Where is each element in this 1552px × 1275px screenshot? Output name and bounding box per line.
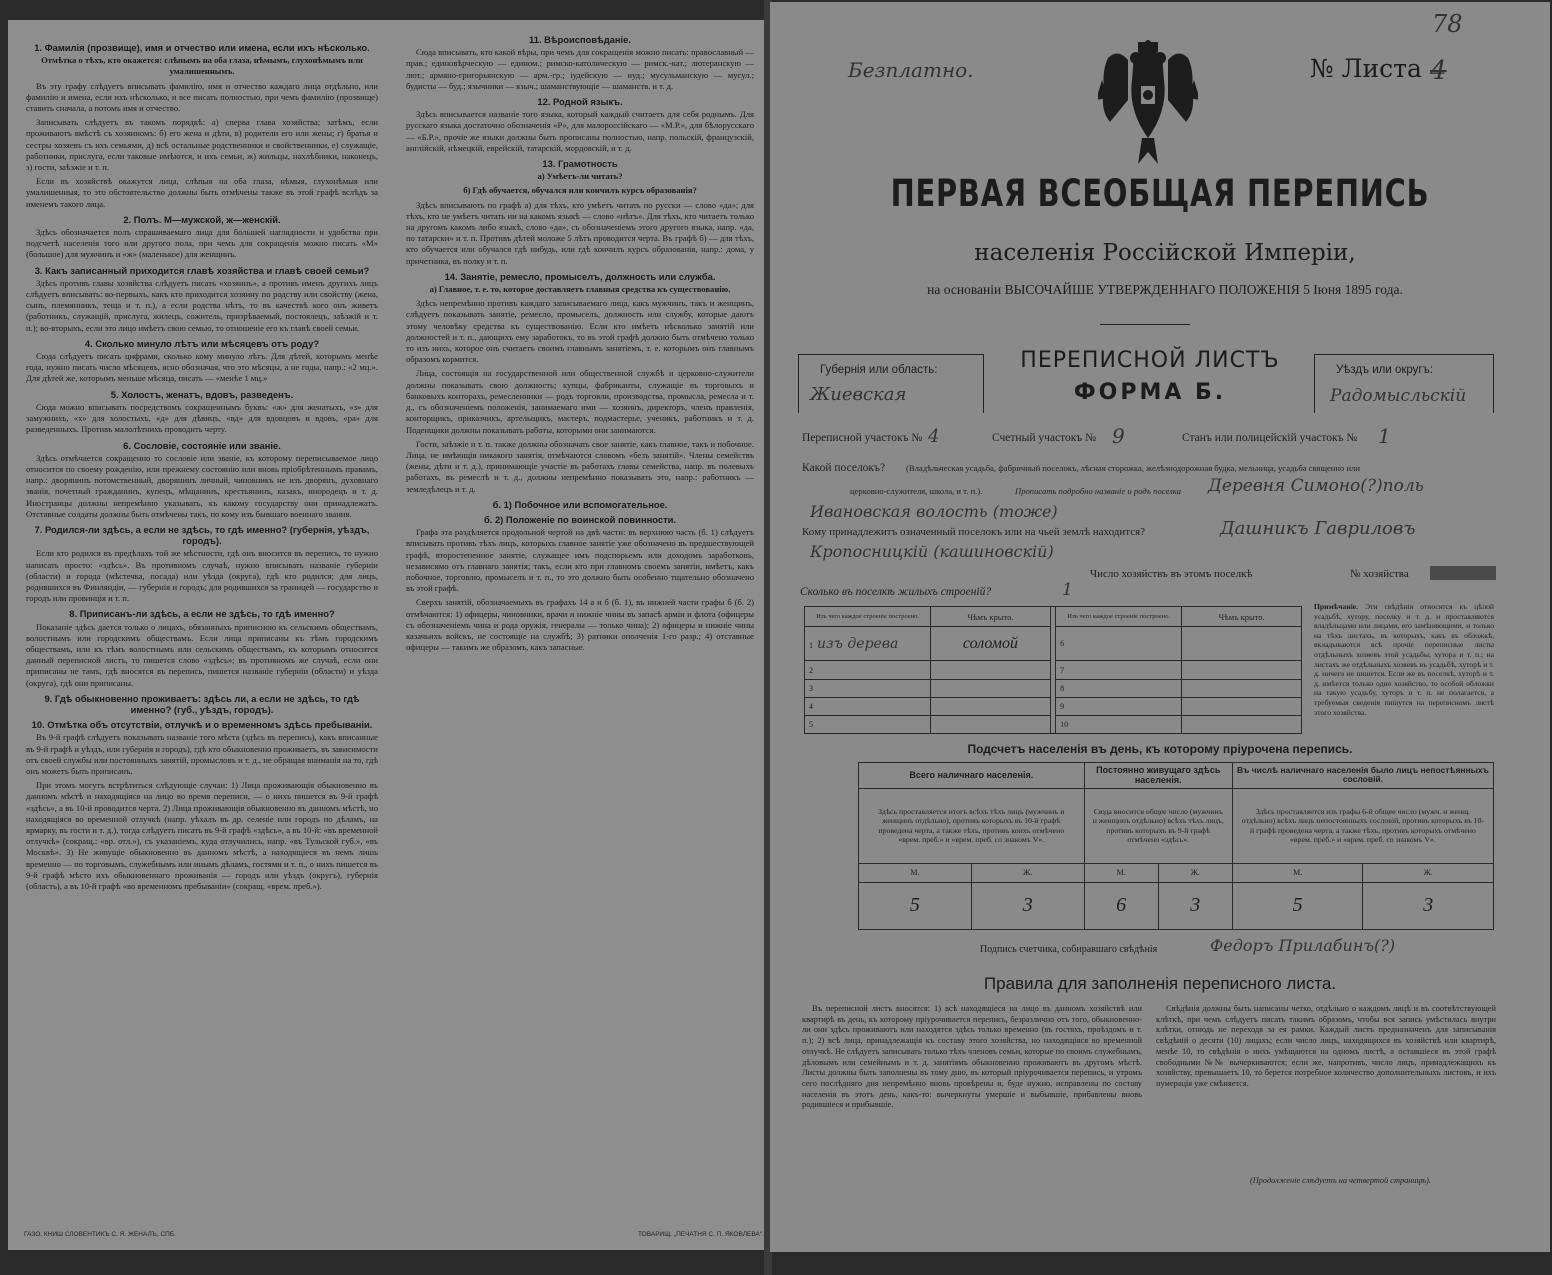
census-subtitle: населенія Россійской Имперіи,	[974, 240, 1356, 266]
instruction-paragraph: Здѣсь отмѣчается сокращенно то сословіе или званіе, къ которому переписываемое лицо относится по своему рожденію, или прежнему состоянію или вновь пріобрѣтеннымъ правамъ, напр.: дворянинъ потомственный, дворянинъ личный, чиновникъ не изъ дворянъ, духовнаго званія, почетный гражданинъ, купецъ, мѣщанинъ, крестьянинъ, казакъ, инородецъ и т. д. Иностранцы должны непремѣнно указывать, къ какому государству они принадлежатъ. Отставные солдаты должны быть отмѣчены такъ, по кому изъ бывшаго военнаго звания.	[26, 452, 378, 519]
right-page	[770, 2, 1550, 1252]
building-row-1-material: изъ дерева	[817, 635, 899, 652]
rules-continued-note: (Продолженіе слѣдуетъ на четвертой страницѣ).	[1250, 1176, 1432, 1185]
gubernia-value: Жиевская	[810, 384, 907, 405]
uezd-label: Уѣздъ или округъ:	[1336, 364, 1433, 376]
buildings-value: 1	[1062, 580, 1073, 600]
instruction-paragraph: Сюда вписывать, кто какой вѣры, при чемъ для сокращенія можно писать: православный — прав.; единовѣрческую — едином.; римско-католическую — римск.-кат.; лютеранскую — лют.; армяно-григорьянскую — арм.-гр.; іудейскую — иуд.; мусульманскую — мусул.; будисты — буд.; язычники — языч.; шаманствующіе — шаманств. и т. д.	[406, 47, 754, 91]
poselok-hint-3: Прописать подробно названіе и родъ поселка	[1015, 486, 1181, 496]
building-row: 7	[1056, 661, 1182, 679]
instruction-paragraph: Сюда можно вписывать посредствомъ сокращеннымъ буквъ: «ж» для женатыхъ, «з» для замужнихъ, «х» для холостыхъ, «д» для дѣвицъ, «вд» для вдовцовъ и вдовъ, «ра» для разведенныхъ. Противъ малолѣтнихъ проводить черту.	[26, 401, 378, 435]
instruction-paragraph: Записывать слѣдуетъ въ такомъ порядкѣ: а) сперва глава хозяйства; затѣмъ, если проживаютъ вмѣстѣ съ хозяиномъ: б) его жена и дѣти, в) родители его или жены; г) братья и сестры хозяевъ съ ихъ семьями, д) всѣ остальные родственники и свойственники, е) служащіе, работники, прислуга, если таковые имѣются, и ихъ семьи, ж) жильцы, нахлѣбники, наконецъ, з) гости, заѣзжіе и т. п.	[26, 117, 378, 173]
printer-imprint-right: ТОВАРИЩ. „ПЕЧАТНЯ С. П. ЯКОВЛЕВА“.	[638, 1231, 764, 1238]
instruction-heading: 10. Отмѣтка объ отсутствіи, отлучкѣ и о временномъ здѣсь пребываніи.	[31, 719, 373, 731]
instruction-paragraph: Сюда слѣдуетъ писать цифрами, сколько кому минуло лѣтъ. Для дѣтей, которымъ менѣе года, нужно писать число мѣсяцевъ, ясно обозначая, что это мѣсяцы, а не годы, напр.: «2 мц.». Для дѣтей же, которымъ меньше мѣсяца, писать — «менѣе 1 мц.»	[26, 351, 378, 384]
instruction-paragraph: Показаніе здѣсь дается только о лицахъ, обязанныхъ приписною къ сельскимъ обществамъ, волостнымъ или городскимъ обществамъ. Если лица приписаны къ тѣмъ городскимъ обществамъ, или къ тѣмъ волостнымъ или сельскимъ обществамъ, къ которымъ относится данный переписной листъ, то пишется слово «здѣсь»; въ противномъ же случаѣ, если они приписаны не тамъ, гдѣ вносятся въ перепись, пишется названіе губерніи (области) и уѣзда (округа), гдѣ они приписаны.	[26, 621, 378, 688]
gubernia-label: Губернія или область:	[820, 364, 938, 376]
poselok-value-1: Деревня Симоно(?)поль	[1208, 476, 1424, 496]
count-nonresident-f: 3	[1363, 882, 1494, 929]
owner-value-2: Кропосницкій (кашиновскій)	[810, 542, 1054, 561]
instruction-paragraph: Здѣсь непремѣнно противъ каждаго записываемаго лица, какъ мужчинъ, такъ и женщинъ, слѣдуетъ показывать занятіе, ремесло, промыселъ, должность или службу, которые даютъ этому человѣку средства къ существованію. Если кто имѣетъ нѣсколько занятій или должностей и т. п., дающихъ ему заработокъ, то въ этой графѣ должно быть отмѣчено только то изъ нихъ, которое онъ считаетъ своимъ главнымъ занятіемъ, т. е. которымъ онъ главнымъ образомъ кормится.	[406, 298, 754, 365]
instruction-subheading: а) Умѣетъ-ли читать?	[537, 171, 623, 182]
signature-label: Подпись счетчика, собиравшаго свѣдѣнія	[980, 944, 1158, 955]
building-row: 9	[1056, 697, 1182, 715]
stan-label: Станъ или полицейскій участокъ №	[1182, 432, 1358, 444]
instruction-subheading: б) Гдѣ обучается, обучался или кончилъ курсъ образованія?	[463, 185, 697, 196]
buildings-note	[1314, 602, 1494, 717]
instruction-heading: 1. Фамилія (прозвище), имя и отчество или имена, если ихъ нѣсколько.	[34, 42, 370, 53]
rules-text-right: Свѣдѣнія должны быть написаны четко, отдѣльно о каждомъ лицѣ и въ соотвѣтствующей клѣткѣ, при чемъ слѣдуетъ писать такимъ образомъ, чтобы вся запись умѣстилась внутри клѣтки, отнюдь не переходя за ея рамки. Каждый листъ предназначенъ для записыванія свѣдѣній о десяти (10) лицахъ; если число лицъ, находящихся въ хозяйствѣ или квартирѣ, менѣе 10, то свѣдѣнія о нихъ умѣщаются на одномъ листѣ, а оставшіеся въ этой графѣ свободными №№ вычеркиваются; если же, напротивъ, число лицъ, принадлежащихъ къ хозяйству, превышаетъ 10, то берется потребное количество дополнительныхъ листовъ, и ихъ нумерація уже смѣняется.	[1156, 1004, 1496, 1088]
count-m-label: М.	[1232, 863, 1363, 882]
instruction-heading: 3. Какъ записанный приходится главѣ хозяйства и главѣ своей семьи?	[34, 264, 370, 276]
building-row: 8	[1056, 679, 1182, 697]
instruction-paragraph: Здѣсь вписывается названіе того языка, который каждый считаетъ для себя роднымъ. Для русскаго языка достаточно обозначенія «Р», для малороссійскаго — «М.Р.», для бѣлорусскаго — «Б.Р.», прочіе же языки должны быть прописаны полностью, напр. польскій, французскій, англійскій, нѣмецкій, еврейскій, татарскій, мордовскій, и т. д.	[406, 109, 754, 153]
free-label: Безплатно.	[848, 58, 974, 82]
building-row: 1 изъ дерева	[805, 627, 931, 661]
buildings-note-label: Примѣчаніе.	[1314, 602, 1359, 611]
schetny-value: 9	[1112, 424, 1125, 448]
count-header-total: Всего наличнаго населенія.	[859, 763, 1085, 789]
instruction-heading: 2. Полъ. М—мужской, ж—женскій.	[123, 213, 281, 225]
instruction-heading: 6. Сословіе, состояніе или званіе.	[123, 439, 281, 451]
count-f-label: Ж.	[1363, 863, 1494, 882]
buildings-note-text: Эти свѣдѣнія относятся къ цѣлой усадьбѣ, хутору, поселку и т. д. и проставляются владѣльцами или лицами, его замѣняющими, и только на тѣхъ листахъ, въ которыхъ, какъ въ обложкѣ, вкладываются всѣ прочіе переписные листы отдѣльныхъ хозяевъ этой усадьбы, хутора и т. п.; на листахъ же отдѣльныхъ хозяевъ въ усадьбѣ, хуторѣ и т. д. ничего не пишется. Если же въ поселкѣ, хуторѣ и т. д. имѣется только одно хозяйство, то особой обложки на такую усадьбу, хуторъ и т. п. не полагается, а требуемыя сведенія пишутся на переписномъ листѣ этого хозяйства.	[1314, 602, 1494, 717]
poselok-hint-2: церковно-служителя, школа, и т. п.).	[850, 486, 983, 496]
count-header-nonresident-estates: Въ числѣ наличнаго населенія было лицъ непостѣянныхъ сословій.	[1232, 763, 1493, 789]
sheet-number-value: 4	[1430, 56, 1447, 86]
building-row: 5	[805, 715, 931, 733]
buildings-table-header-roof-2: Чѣмъ крыто.	[1182, 607, 1302, 627]
instruction-heading: б. 2) Положеніе по воинской повинности.	[483, 513, 677, 525]
instruction-subheading: а) Главное, т. е. то, которое доставляетъ главныя средства къ существованію.	[429, 284, 731, 295]
count-title: Подсчетъ населенія въ день, къ которому пріурочена перепись.	[967, 742, 1353, 756]
instruction-heading: 11. Вѣроисповѣданіе.	[529, 34, 631, 45]
instruction-heading: 14. Занятіе, ремесло, промыселъ, должность или служба.	[444, 270, 716, 282]
left-page	[8, 20, 766, 1250]
instruction-heading: 4. Сколько минуло лѣтъ или мѣсяцевъ отъ роду?	[84, 337, 320, 349]
count-nonresident-m: 5	[1232, 882, 1363, 929]
instructions-column-a	[26, 38, 378, 895]
poselok-label: Какой поселокъ?	[802, 462, 886, 474]
form-title: ПЕРЕПИСНОЙ ЛИСТЪ	[1020, 348, 1280, 373]
uchastok-label: Переписной участокъ №	[802, 432, 923, 444]
rules-title: Правила для заполненія переписного листа.	[983, 974, 1337, 993]
schetny-label: Счетный участокъ №	[992, 432, 1097, 444]
uchastok-value: 4	[928, 426, 940, 447]
count-f-label: Ж.	[1158, 863, 1232, 882]
buildings-table-header-roof: Чѣмъ крыто.	[931, 607, 1051, 627]
instruction-heading: 13. Грамотность	[542, 158, 618, 170]
building-row-1-roof: соломой	[931, 627, 1051, 661]
instruction-paragraph: Въ эту графу слѣдуетъ вписывать фамилію, имя и отчество каждаго лица отдѣльно, или фамилію и имена, если ихъ нѣсколько, и все писать полностью, при чемъ фамилію (прозвище) ставить сначала, а потомъ имя и отчество.	[26, 80, 378, 114]
count-header-permanent: Постоянно живущаго здѣсь населенія.	[1084, 763, 1232, 789]
census-decree-line: на основаніи ВЫСОЧАЙШЕ УТВЕРЖДЕННАГО ПОЛОЖЕНІЯ 5 Іюня 1895 года.	[927, 282, 1403, 297]
count-f-label: Ж.	[971, 863, 1084, 882]
count-total-m: 5	[859, 882, 972, 929]
households-number-label: № хозяйства	[1350, 568, 1409, 580]
instruction-paragraph: Здѣсь вписывають по графѣ а) для тѣхъ, кто умѣетъ читать по русски — слово «да»; для тѣхъ, кто не умѣетъ читать ни на какомъ языкѣ — слово «нѣтъ». Для тѣхъ, кто читаетъ только на другомъ какомъ либо языкѣ, слово «да», съ обозначеніемъ этого другого языка, напр. «да, по татарски» и т. п. Противъ дѣтей моложе 5 лѣтъ проводится черта. Въ графѣ б) — для тѣхъ, кто обучается или обучался гдѣ нибудь, или гдѣ кончилъ курсъ образованія, напр.: дома, у причетника, въ полку и т. п.	[406, 199, 754, 266]
count-m-label: М.	[859, 863, 972, 882]
instruction-heading: 9. Гдѣ обыкновенно проживаетъ: здѣсь ли, а если не здѣсь, то гдѣ именно? (губ., уѣздъ, городъ).	[44, 692, 360, 715]
signature-value: Федоръ Прилабинъ(?)	[1210, 936, 1396, 955]
stan-value: 1	[1378, 424, 1391, 448]
printer-imprint-left: ГАЗО. КНИШ СЛОВЕНТИКЪ С. Я. ЖЕНАЛЪ, СПБ.	[24, 1231, 176, 1238]
instruction-heading: 8. Приписанъ-ли здѣсь, а если не здѣсь, то гдѣ именно?	[69, 608, 335, 620]
title-rule	[1100, 324, 1190, 325]
building-row: 6	[1056, 627, 1182, 661]
population-count-table	[858, 762, 1494, 930]
buildings-table	[804, 606, 1302, 734]
building-row: 4	[805, 697, 931, 715]
instruction-paragraph: Лица, состоящія на государственной или общественной службѣ и церковно-служители должны показывать свою должность; купцы, фабриканты, служащіе въ торговыхъ и банковыхъ конторахъ, ремесленники — родъ торговли, производства, промысла, ремесла и т. д., съ обозначеніемъ положенія, занимаемаго ими — хозяинъ, директоръ, членъ правленія, конторщикъ, приказчикъ, артельщикъ, мастеръ, подмастерье, ученикъ, работникъ и т. д. Поденщики должны показывать работы, которыми они занимаются.	[406, 368, 754, 435]
instruction-subheading: Отмѣтка о тѣхъ, кто окажется: слѣпымъ на оба глаза, нѣмымъ, глухонѣмымъ или умалишеннымъ.	[41, 55, 363, 77]
instructions-column-b	[406, 30, 754, 656]
count-permanent-m: 6	[1084, 882, 1158, 929]
count-total-f: 3	[971, 882, 1084, 929]
instruction-paragraph: При этомъ могутъ встрѣтиться слѣдующіе случаи: 1) Лица проживающія обыкновенно въ данномъ мѣстѣ и находящіяся на лицо во время переписи, — о нихъ пишется въ 9-й графѣ «здѣсь», а въ 10-й проводится черта. 2) Лица проживающія обыкновенно въ данномъ мѣстѣ, но находящіяся во временной отлучкѣ (напр. уѣхалъ въ др. селеніе или городъ по дѣламъ, на ярмарку, въ гости и т. д.), тогда слѣдуетъ писать въ 9-й графѣ «здѣсь», а въ 10-й: «въ временной отлучкѣ» (сокращ.: «вр. отл.»), съ указаніемъ, куда отлучились, напр. «въ Тульской губ.», «въ Москвѣ». 3) Не живущіе обыкновенно въ данномъ мѣстѣ, а находящіеся въ немъ лишь временно — по торговымъ, служебнымъ или инымъ дѣламъ, гостями и т. п., о нихъ пишется въ 9-й графѣ мѣсто ихъ обыкновеннаго проживанія — городъ или уѣздъ (округъ), губернія (область), а въ 10-й графѣ «во временномъ пребываніи» (сокращ. «врем. преб.»).	[26, 780, 378, 892]
instruction-paragraph: Графа эта раздѣляется продольной чертой на двѣ части: въ верхнюю часть (б. 1) слѣдуетъ вписывать противъ тѣхъ лицъ, которыхъ главное занятіе уже обозначено въ предшествующей графѣ, второстепенное занятіе, служащее имъ подспорьемъ или доходомъ заработковъ, независимо отъ главнаго занятія; такъ, если кто при главномъ своемъ занятіи, имѣетъ, какъ побочное, торговлю, промыселъ и т. п., то это должно быть особенно тщательно обозначено въ этой графѣ.	[406, 527, 754, 594]
building-row: 3	[805, 679, 931, 697]
buildings-label: Сколько въ поселкѣ жилыхъ строеній?	[800, 586, 992, 598]
instruction-paragraph: Если кто родился въ предѣлахъ той же мѣстности, гдѣ онъ вносится въ перепись, то нужно написать просто: «здѣсь». Въ противномъ случаѣ, нужно вписывать названіе губерніи (области) и города (мѣстечка, посада) или уѣзда (округа), гдѣ кто родился; для лицъ, родившихся въ Финляндіи, — губернія и городъ; для родившихся за границей — государство и городъ или провинція и т. п.	[26, 548, 378, 604]
count-desc-total: Здѣсь проставляется итогъ всѣхъ тѣхъ лицъ (мужчинъ и женщинъ отдѣльно), противъ которыхъ въ 10-й графѣ проведена черта, а также тѣхъ, противъ коихъ отмѣчено «врем. преб.» и «врем. преб. со знакомъ V».	[859, 788, 1085, 863]
instruction-heading: 5. Холостъ, женатъ, вдовъ, разведенъ.	[110, 388, 294, 400]
sheet-number-label: № Листа	[1310, 54, 1422, 83]
corner-number: 78	[1432, 10, 1463, 38]
form-subtitle: ФОРМА Б.	[1073, 380, 1227, 405]
poselok-hint-1: (Владѣльческая усадьба, фабричный поселокъ, лѣсная сторожка, желѣзнодорожная будка, мельница, усадьба священно или	[906, 463, 1360, 473]
poselok-value-2: Ивановская волость (тоже)	[810, 502, 1058, 521]
imperial-eagle-emblem-icon	[1098, 40, 1198, 168]
buildings-table-header-material: Изъ чего каждое строеніе построено.	[805, 607, 931, 627]
count-desc-permanent: Сюда вносится общее число (мужчинъ и женщинъ отдѣльно) всѣхъ тѣхъ лицъ, противъ которыхъ въ 9-й графѣ отмѣчено «здѣсь».	[1084, 788, 1232, 863]
instruction-paragraph: Здѣсь обозначается полъ спрашиваемаго лица для большей наглядности и удобства при подсчетѣ населенія того или другого пола, при чемъ для сокращенія можно писать «М» (большое) для мужчинъ и «ж» (маленькое) для женщинъ.	[26, 227, 378, 260]
rules-text-left: Въ переписной листъ вносятся: 1) всѣ находящіеся на лицо въ данномъ хозяйствѣ или квартирѣ въ день, къ которому пріурочивается перепись, безразлично отъ того, обыкновенно-ли они здѣсь проживаютъ или находятся здѣсь только временно (въ гостяхъ, проѣздомъ и т. п.); 2) всѣ лица, принадлежащія къ составу этого хозяйства, но находящіяся во временной отлучкѣ. Не слѣдуетъ записывать только тѣхъ членовъ семьи, которые по своимъ служебнымъ, дѣловымъ или семейнымъ и т. д. занятіямъ обыкновенно проживаютъ въ другомъ мѣстѣ. Листы должны быть заполнены въ тому дню, въ который пріурочивается перепись, и утромъ сего послѣдняго дня непремѣнно вновь провѣрены и, буде нужно, исправлены по составу населенія въ этотъ день, какъ-то: вычеркнуты умершіе и выбывшіе, прибавлены вновь родившіеся и прибывшіе.	[802, 1004, 1142, 1110]
building-row: 2	[805, 661, 931, 679]
owner-value-1: Дашникъ Гавриловъ	[1220, 518, 1416, 539]
count-m-label: М.	[1084, 863, 1158, 882]
census-title: ПЕРВАЯ ВСЕОБЩАЯ ПЕРЕПИСЬ	[890, 172, 1430, 215]
building-row: 10	[1056, 715, 1182, 733]
count-permanent-f: 3	[1158, 882, 1232, 929]
instruction-heading: б. 1) Побочное или вспомогательное.	[492, 498, 668, 510]
instruction-heading: 12. Родной языкъ.	[537, 96, 623, 108]
instruction-paragraph: Если въ хозяйствѣ окажутся лица, слѣпыя на оба глаза, нѣмыя, глухонѣмыя или умалишенныя, то это обстоятельство должны быть отмѣчены также въ этой графѣ вслѣдъ за именемъ такого лица.	[26, 176, 378, 209]
buildings-table-header-material-2: Изъ чего каждое строеніе построено.	[1056, 607, 1182, 627]
instruction-paragraph: Здѣсь противъ главы хозяйства слѣдуетъ писать «хозяинъ», а противъ именъ другихъ лицъ слѣдуетъ вписывать: во-первыхъ, какъ кто приходится хозяину по родству или свойству (жена, сынъ, племянникъ, теща и т. п.), а если родства нѣтъ, то въ качествѣ кого онъ живетъ (работникъ, служащій, прислуга, жилецъ, сожитель, призрѣваемый, постоялецъ, заѣзжій и т. п.); во-вторыхъ, если это лицо имѣетъ свою семью, то отношеніе его къ главѣ своей семьи.	[26, 277, 378, 333]
households-label: Число хозяйствъ въ этомъ поселкѣ	[1090, 568, 1253, 580]
instruction-paragraph: Сверхъ занятій, обозначаемыхъ въ графахъ 14 а и б (б. 1), въ нижней части графы б (б. 2) отмѣчаются: 1) офицеры, чиновники, врачи и нижніе чины въ запасѣ арміи и флота (офицеры съ обозначеніемъ чина и рода оружія, генералы — только чина); 2) офицеры и нижніе чины казачьихъ войскъ, не состоящіе на службѣ; 3) ратники ополченія 1-го разр.; 4) отставные офицеры — такимъ же образомъ, какъ запасные.	[406, 597, 754, 653]
owner-label: Кому принадлежитъ означенный поселокъ или на чьей землѣ находится?	[802, 526, 1146, 538]
instruction-heading: 7. Родился-ли здѣсь, а если не здѣсь, то гдѣ именно? (губернія, уѣздъ, городъ).	[34, 523, 370, 547]
households-number-redaction	[1430, 566, 1496, 580]
instruction-paragraph: Въ 9-й графѣ слѣдуетъ показывать названіе того мѣста (здѣсь въ перепись), какъ вписанные въ 9-й графѣ и уѣздъ, или губернія и городъ), гдѣ кто обыкновенно проживаетъ, въ зависимости отъ своей службы или постоянныхъ занятій, промысловъ и т. д., не обращая вниманія на то, гдѣ онъ можетъ быть приписанъ.	[26, 732, 378, 776]
instruction-paragraph: Гости, заѣзжіе и т. п. также должны обозначать свое занятіе, какъ главное, такъ и побочное. Лица, не имѣющія никакого занятія, отмѣчаются словомъ «безъ занятій». Члены семействъ (жены, дѣти и т. д.), принимающіе участіе въ работахъ главы семейства, напр. въ полевыхъ работахъ, въ ремеслѣ и т. д., должны непремѣнно показывать это, напр.: работникъ — земледѣлецъ и т. д.	[406, 438, 754, 494]
count-desc-nonresident: Здѣсь проставляется изъ графы 6-й общее число (мужч. и женщ. отдѣльно) всѣхъ лицъ непостоянныхъ сословій, противъ которыхъ въ 10-й графѣ проведена черта, а также тѣхъ, противъ которыхъ отмѣчено «врем. преб.» и «врем. преб. со знакомъ V».	[1232, 788, 1493, 863]
uezd-value: Радомысльскій	[1330, 386, 1467, 406]
